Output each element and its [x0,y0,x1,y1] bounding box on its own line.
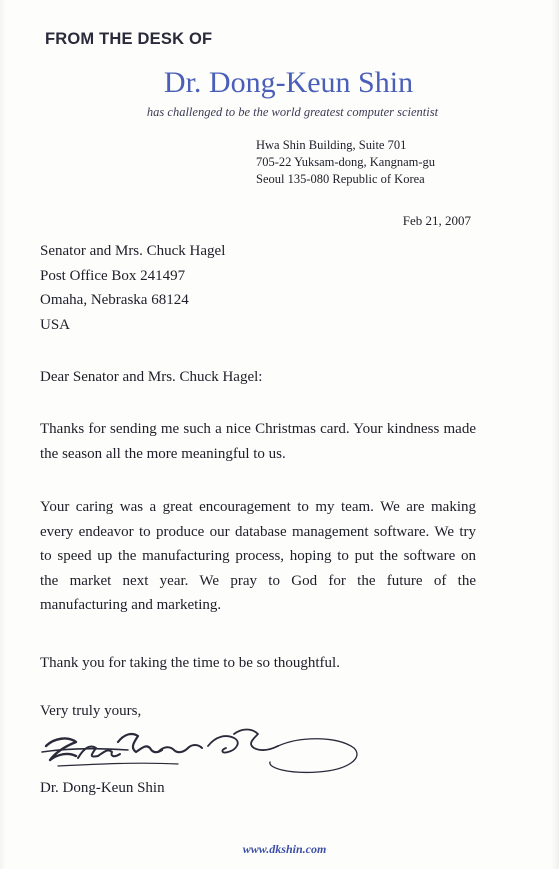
website-link[interactable]: www.dkshin.com [242,842,327,856]
recipient-line: Post Office Box 241497 [40,267,186,284]
handwritten-signature-icon [38,722,364,782]
salutation: Dear Senator and Mrs. Chuck Hagel: [40,369,263,385]
sender-name: Dr. Dong-Keun Shin [163,66,414,99]
body-paragraph: Your caring was a great encouragement to my team. We are making every endeavor to produce our database management software. We try to speed up the manufacturing process, hoping to put the software on the market next year. We pray to God for the future of the manufacturing and marketing. [40,499,476,613]
address-line: 705-22 Yuksam-dong, Kangnam-gu [256,155,436,169]
address-line: Seoul 135-080 Republic of Korea [256,172,425,186]
body-paragraph: Thank you for taking the time to be so thoughtful. [40,655,340,671]
closing: Very truly yours, [40,703,142,719]
letter-date: Feb 21, 2007 [402,213,471,228]
body-paragraph: Thanks for sending me such a nice Christmas card. Your kindness made the season all the more meaningful to us. [40,421,476,462]
recipient-line: Senator and Mrs. Chuck Hagel [40,243,226,259]
desk-label: FROM THE DESK OF [45,30,213,48]
recipient-line: USA [40,316,71,333]
recipient-line: Omaha, Nebraska 68124 [40,292,189,308]
signer-name: Dr. Dong-Keun Shin [40,780,165,796]
address-line: Hwa Shin Building, Suite 701 [256,138,407,152]
recipient-address [40,239,225,337]
sender-tagline: has challenged to be the world greatest computer scientist [146,105,439,119]
sender-address [256,137,435,188]
